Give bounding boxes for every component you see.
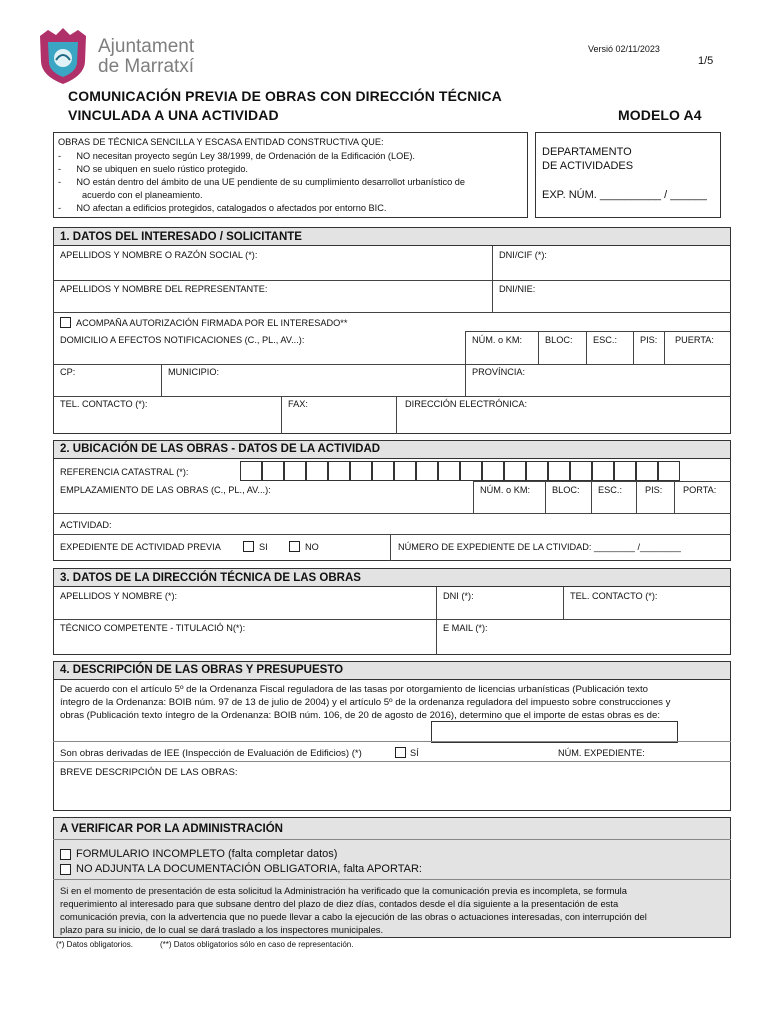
- section-1-title: 1. DATOS DEL INTERESADO / SOLICITANTE: [60, 231, 302, 243]
- admin-paragraph-line1: Si en el momento de presentación de esta solicitud la Administración ha verificado que la comunicación previa es incompleta, se formula: [60, 885, 627, 896]
- org-name: [98, 37, 194, 77]
- footnote-representation: (**) Datos obligatorios sólo en caso de representación.: [160, 940, 354, 949]
- cadastral-cell[interactable]: [328, 461, 350, 481]
- municipal-logo: [36, 26, 90, 86]
- intro-item-1-text: NO necesitan proyecto según Ley 38/1999, de Ordenación de la Edificación (LOE).: [76, 151, 415, 161]
- budget-paragraph-line1: De acuerdo con el artículo 5º de la Ordenanza Fiscal reguladora de las tasas por otorgamiento de licencias urbanísticas (Publicación texto: [60, 684, 648, 695]
- activity-expedient-number: NÚMERO DE EXPEDIENTE DE LA CTIVIDAD: ________ /________: [398, 542, 681, 552]
- cadastral-reference-label: REFERENCIA CATASTRAL (*):: [60, 467, 189, 477]
- email-label: DIRECCIÓN ELECTRÓNICA:: [405, 399, 528, 409]
- applicant-id-label: DNI/CIF (*):: [499, 250, 547, 260]
- works-stair-label: ESC.:: [598, 485, 622, 495]
- works-floor-label: PIS:: [645, 485, 663, 495]
- representative-id-label: DNI/NIE:: [499, 284, 536, 294]
- cadastral-cell[interactable]: [350, 461, 372, 481]
- works-block-label: BLOC:: [552, 485, 580, 495]
- address-stair-label: ESC.:: [593, 335, 617, 345]
- admin-paragraph-line4: plazo para su inicio, de lo cual se dará traslado a los inspectores municipales.: [60, 924, 384, 935]
- cadastral-cell[interactable]: [372, 461, 394, 481]
- intro-item-3: - NO están dentro del ámbito de una UE pendiente de su cumplimiento desarrollot urbanístico de: [58, 177, 466, 187]
- page-number: 1/5: [698, 55, 714, 67]
- iee-yes-checkbox[interactable]: [395, 747, 406, 758]
- brief-description-label: BREVE DESCRIPCIÓN DE LAS OBRAS:: [60, 767, 238, 778]
- cadastral-cell[interactable]: [658, 461, 680, 481]
- cadastral-cell[interactable]: [394, 461, 416, 481]
- department-line1: DEPARTAMENTO: [542, 146, 632, 158]
- section-3-title: 3. DATOS DE LA DIRECCIÓN TÉCNICA DE LAS OBRAS: [60, 572, 361, 584]
- representative-name-label: APELLIDOS Y NOMBRE DEL REPRESENTANTE:: [60, 284, 268, 294]
- previous-activity-no-checkbox[interactable]: [289, 541, 300, 552]
- activity-label: ACTIVIDAD:: [60, 520, 112, 530]
- budget-paragraph: [60, 683, 728, 722]
- cadastral-cell[interactable]: [570, 461, 592, 481]
- expedient-number: EXP. NÚM. __________ / ______: [542, 189, 707, 201]
- cadastral-cell[interactable]: [504, 461, 526, 481]
- authorization-label: ACOMPAÑA AUTORIZACIÓN FIRMADA POR EL INTERESADO**: [76, 318, 348, 328]
- intro-heading: OBRAS DE TÉCNICA SENCILLA Y ESCASA ENTIDAD CONSTRUCTIVA QUE:: [58, 137, 384, 147]
- director-name-label: APELLIDOS Y NOMBRE (*):: [60, 591, 178, 601]
- works-number-label: NÚM. o KM:: [480, 485, 531, 495]
- admin-paragraph-line2: requerimiento al interesado para que subsane dentro del plazo de diez días, contados desde el día siguiente a la presentación de esta: [60, 898, 619, 909]
- address-number-label: NÚM. o KM:: [472, 335, 523, 345]
- cadastral-cell[interactable]: [592, 461, 614, 481]
- director-email-label: E MAIL (*):: [443, 623, 488, 633]
- department-line2: DE ACTIVIDADES: [542, 160, 634, 172]
- iee-label: Son obras derivadas de IEE (Inspección de Evaluación de Edificios) (*): [60, 748, 362, 759]
- cadastral-cell[interactable]: [460, 461, 482, 481]
- section-4-title: 4. DESCRIPCIÓN DE LAS OBRAS Y PRESUPUESTO: [60, 664, 344, 676]
- contact-phone-label: TEL. CONTACTO (*):: [60, 399, 148, 409]
- works-location-label: EMPLAZAMIENTO DE LAS OBRAS (C., PL., AV...):: [60, 485, 271, 495]
- address-door-label: PUERTA:: [675, 335, 714, 345]
- authorization-checkbox[interactable]: [60, 317, 71, 328]
- cadastral-cell[interactable]: [614, 461, 636, 481]
- cadastral-cell[interactable]: [416, 461, 438, 481]
- budget-paragraph-line2: íntegro de la Ordenanza: BOIB núm. 97 de 13 de julio de 2004) y el artículo 5º de la ordenanza reguladora del impuesto sobre construcciones y: [60, 697, 671, 708]
- admin-paragraph: [60, 884, 728, 936]
- iee-yes-label: SÍ: [410, 748, 419, 758]
- shield-icon: [36, 26, 90, 86]
- budget-paragraph-line3: obras (Publicación texto íntegro de la Ordenanza: BOIB núm. 106, de 20 de agosto de 2016), determino que el importe de estas obras es de:: [60, 710, 660, 721]
- intro-item-3-cont: acuerdo con el planeamiento.: [82, 190, 203, 200]
- intro-item-2-text: NO se ubiquen en suelo rústico protegido.: [76, 164, 248, 174]
- cadastral-cell[interactable]: [548, 461, 570, 481]
- form-title-line1: COMUNICACIÓN PREVIA DE OBRAS CON DIRECCIÓN TÉCNICA: [68, 88, 502, 104]
- municipality-label: MUNICIPIO:: [168, 367, 220, 377]
- province-label: PROVÍNCIA:: [472, 367, 526, 377]
- intro-item-4-text: NO afectan a edificios protegidos, catalogados o afectados por entorno BIC.: [76, 203, 387, 213]
- iee-expedient-label: NÚM. EXPEDIENTE:: [558, 748, 645, 758]
- applicant-name-label: APELLIDOS Y NOMBRE O RAZÓN SOCIAL (*):: [60, 250, 258, 260]
- admin-paragraph-line3: comunicación previa, con la advertencia que no puede llevar a cabo la ejecución de las obras o actuaciones interesadas, con interrupción del: [60, 911, 647, 922]
- previous-activity-yes-checkbox[interactable]: [243, 541, 254, 552]
- cadastral-cell[interactable]: [262, 461, 284, 481]
- form-title-line2: VINCULADA A UNA ACTIVIDAD: [68, 107, 279, 123]
- incomplete-form-checkbox[interactable]: [60, 849, 71, 860]
- previous-activity-yes-label: SI: [259, 542, 268, 552]
- budget-amount-field[interactable]: [431, 721, 678, 743]
- footnote-mandatory: (*) Datos obligatorios.: [56, 940, 133, 949]
- cadastral-cell[interactable]: [306, 461, 328, 481]
- cadastral-cell[interactable]: [284, 461, 306, 481]
- intro-item-2: - NO se ubiquen en suelo rústico protegido.: [58, 164, 248, 174]
- director-phone-label: TEL. CONTACTO (*):: [570, 591, 658, 601]
- fax-label: FAX:: [288, 399, 308, 409]
- org-name-line1: Ajuntament: [98, 36, 195, 57]
- missing-docs-checkbox[interactable]: [60, 864, 71, 875]
- model-code: MODELO A4: [618, 107, 702, 123]
- address-label: DOMICILIO A EFECTOS NOTIFICACIONES (C., PL., AV...):: [60, 335, 305, 345]
- cadastral-cell[interactable]: [636, 461, 658, 481]
- address-block-label: BLOC:: [545, 335, 573, 345]
- postal-code-label: CP:: [60, 367, 76, 377]
- department-box: [535, 132, 721, 218]
- admin-title: A VERIFICAR POR LA ADMINISTRACIÓN: [60, 823, 283, 835]
- cadastral-reference-cells: [240, 461, 680, 481]
- intro-item-3-text: NO están dentro del ámbito de una UE pendiente de su cumplimiento desarrollot urbanístico de: [76, 177, 466, 187]
- cadastral-cell[interactable]: [482, 461, 504, 481]
- director-qualification-label: TÉCNICO COMPETENTE - TITULACIÓ N(*):: [60, 623, 246, 633]
- previous-activity-no-label: NO: [305, 542, 319, 552]
- cadastral-cell[interactable]: [526, 461, 548, 481]
- address-floor-label: PIS:: [640, 335, 658, 345]
- org-name-line2: de Marratxí: [98, 56, 195, 77]
- works-door-label: PORTA:: [683, 485, 717, 495]
- cadastral-cell[interactable]: [438, 461, 460, 481]
- section-2-title: 2. UBICACIÓN DE LAS OBRAS - DATOS DE LA ACTIVIDAD: [60, 443, 381, 455]
- director-id-label: DNI (*):: [443, 591, 474, 601]
- intro-item-4: - NO afectan a edificios protegidos, catalogados o afectados por entorno BIC.: [58, 203, 387, 213]
- previous-activity-label: EXPEDIENTE DE ACTIVIDAD PREVIA: [60, 542, 221, 552]
- missing-docs-label: NO ADJUNTA LA DOCUMENTACIÓN OBLIGATORIA, falta APORTAR:: [76, 863, 422, 875]
- intro-item-1: - NO necesitan proyecto según Ley 38/1999, de Ordenación de la Edificación (LOE).: [58, 151, 415, 161]
- incomplete-form-label: FORMULARIO INCOMPLETO (falta completar datos): [76, 848, 338, 860]
- version-date: Versió 02/11/2023: [588, 44, 660, 54]
- cadastral-cell[interactable]: [240, 461, 262, 481]
